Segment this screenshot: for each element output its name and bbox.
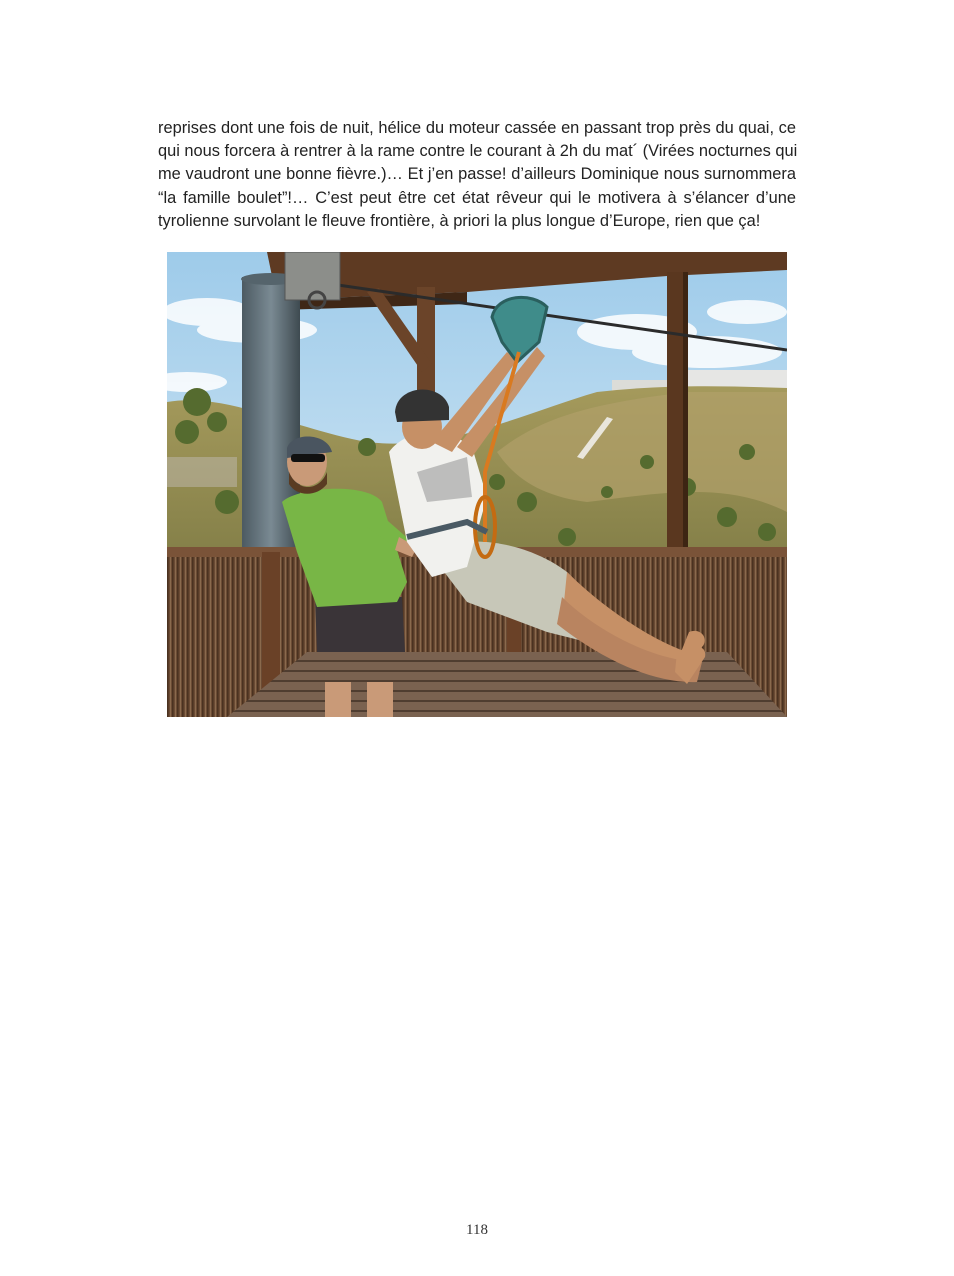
guide-sunglasses — [291, 454, 325, 462]
paragraph-line: me vaudront une bonne fièvre.)… Et j’en passe! d’ailleurs Dominique nous surnommera — [158, 165, 796, 184]
paragraph-line: qui nous forcera à rentrer à la rame contre le courant à 2h du mat´ (Virées nocturnes qui — [158, 142, 798, 161]
paragraph-line: “la famille boulet”!… C’est peut être cet état rêveur qui le motivera à s’élancer d’une — [158, 188, 796, 207]
body-paragraph — [158, 117, 796, 233]
page-number: 118 — [466, 1222, 488, 1238]
paragraph-line: reprises dont une fois de nuit, hélice du moteur cassée en passant trop près du quai, ce — [158, 119, 796, 137]
deck — [227, 652, 787, 717]
paragraph-line: tyrolienne survolant le fleuve frontière, à priori la plus longue d’Europe, rien que ça! — [158, 211, 761, 230]
rock — [167, 457, 237, 487]
zipline-photo — [167, 252, 787, 717]
